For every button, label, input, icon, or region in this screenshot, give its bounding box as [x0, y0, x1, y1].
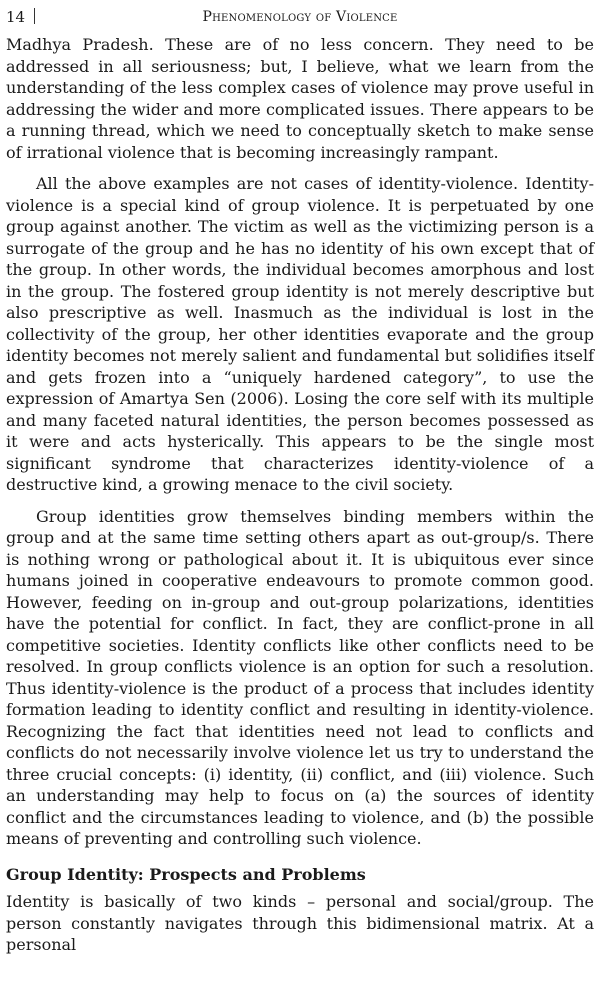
running-head: Phenomenology of Violence: [202, 9, 398, 25]
paragraph-continued: Madhya Pradesh. These are of no less concern. They need to be addressed in all seriousness; but, I believe, what we learn from the understanding of the less complex cases of violence may prove useful in addressing the wider and more complicated issues. There appears to be a running thread, which we need to conceptually sketch to make sense of irrational violence that is becoming increasingly rampant.: [6, 35, 594, 162]
page-header: [6, 6, 594, 28]
paragraph-group-identities: Group identities grow themselves binding members within the group and at the same time setting others apart as out-group/s. There is nothing wrong or pathological about it. It is ubiquitous ever since humans joined in cooperative endeavours to promote common good. However, feeding on in-group and out-group polarizations, identities have the potential for conflict. In fact, they are conflict-prone in all competitive societies. Identity conflicts like other conflicts need to be resolved. In group conflicts violence is an option for such a resolution. Thus identity-violence is the product of a process that includes identity formation leading to identity conflict and resulting in identity-violence. Recognizing the fact that identities need not lead to conflicts and conflicts do not necessarily involve violence let us try to understand the three crucial concepts: (i) identity, (ii) conflict, and (iii) violence. Such an understanding may help to focus on (a) the sources of identity conflict and the circumstances leading to violence, and (b) the possible means of preventing and controlling such violence.: [6, 506, 594, 848]
paragraph-identity-violence: All the above examples are not cases of identity-violence. Identity-violence is a special kind of group violence. It is perpetuated by one group against another. The victim as well as the victimizing person is a surrogate of the group and he has no identity of his own except that of the group. In other words, the individual becomes amorphous and lost in the group. The fostered group identity is not merely descriptive but also prescriptive as well. Inasmuch as the individual is lost in the collectivity of the group, her other identities evaporate and the group identity becomes not merely salient and fundamental but solidifies itself and gets frozen into a “uniquely hardened category”, to use the expression of Amartya Sen (2006). Losing the core self with its multiple and many faceted natural identities, the person becomes possessed as it were and acts hysterically. This appears to be the single most significant syndrome that characterizes identity-violence of a destructive kind, a growing menace to the civil society.: [6, 174, 594, 494]
page-body: [6, 34, 594, 966]
paragraph-identity-kinds: Identity is basically of two kinds – personal and social/group. The person constantly navigates through this bidimensional matrix. At a personal: [6, 892, 594, 954]
section-heading: Group Identity: Prospects and Problems: [6, 864, 366, 884]
page-number: 14: [6, 8, 26, 26]
